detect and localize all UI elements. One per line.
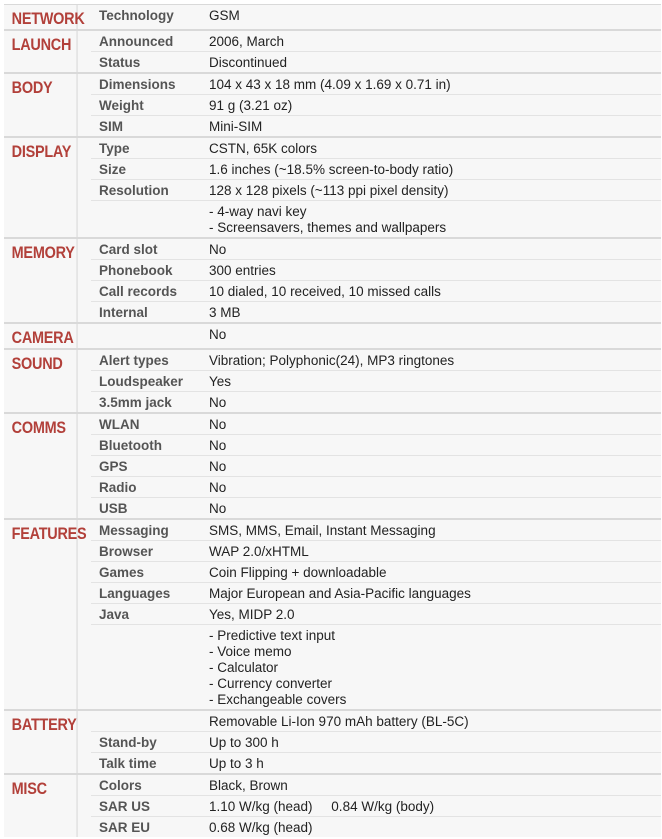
spec-row [91, 324, 661, 344]
spec-value-line: Up to 300 h [209, 735, 279, 750]
spec-label: SAR EU [99, 820, 151, 835]
spec-value [201, 498, 661, 518]
spec-row [91, 391, 661, 412]
spec-value [201, 392, 661, 412]
spec-value-line: 300 entries [209, 263, 276, 278]
section-heading: NETWORK [4, 5, 78, 29]
spec-value-line: Yes [209, 374, 232, 389]
spec-row [91, 752, 661, 773]
spec-label: Messaging [99, 523, 169, 538]
spec-value-line: WAP 2.0/xHTML [209, 544, 309, 559]
spec-label: SIM [99, 119, 124, 134]
spec-value [201, 520, 661, 540]
spec-label: Resolution [99, 183, 169, 198]
spec-label [91, 324, 201, 344]
spec-label: Browser [99, 544, 154, 559]
spec-value-line: 91 g (3.21 oz) [209, 98, 293, 113]
spec-label: USB [99, 501, 128, 516]
spec-label: Alert types [99, 353, 169, 368]
spec-row [91, 731, 661, 752]
spec-label: Languages [99, 586, 171, 601]
spec-label: Loudspeaker [99, 374, 184, 389]
spec-label: Phonebook [99, 263, 173, 278]
spec-row [91, 540, 661, 561]
spec-row [91, 350, 661, 370]
spec-value-line: Up to 3 h [209, 756, 264, 771]
spec-value [201, 541, 661, 561]
spec-value-line: - 4-way navi key [209, 204, 307, 219]
section-heading: MEMORY [4, 239, 78, 322]
spec-section-sound [4, 348, 661, 412]
spec-row [91, 603, 661, 624]
spec-label: Weight [99, 98, 144, 113]
spec-value-line: No [209, 395, 227, 410]
spec-label: Games [99, 565, 145, 580]
spec-value-line: - Voice memo [209, 644, 292, 659]
spec-value-line: Removable Li-Ion 970 mAh battery (BL-5C) [209, 714, 469, 729]
spec-row [91, 31, 661, 51]
spec-section-battery [4, 709, 661, 773]
spec-value-line: SMS, MMS, Email, Instant Messaging [209, 523, 436, 538]
spec-value-line: Mini-SIM [209, 119, 263, 134]
spec-value-line: 104 x 43 x 18 mm (4.09 x 1.69 x 0.71 in) [209, 77, 451, 92]
spec-label: 3.5mm jack [99, 395, 172, 410]
section-heading: SOUND [4, 350, 78, 412]
spec-row [91, 179, 661, 200]
spec-section-network [4, 4, 661, 29]
spec-value-line: No [209, 417, 227, 432]
section-heading: FEATURES [4, 520, 78, 709]
section-heading: MISC [4, 775, 78, 837]
spec-value-line: Coin Flipping + downloadable [209, 565, 387, 580]
spec-label: Status [99, 55, 141, 70]
spec-label: Type [99, 141, 130, 156]
spec-label: WLAN [99, 417, 140, 432]
spec-value-line: 0.68 W/kg (head) [209, 820, 313, 835]
section-heading: LAUNCH [4, 31, 78, 72]
spec-value [201, 95, 661, 115]
spec-value [201, 435, 661, 455]
spec-value [201, 604, 661, 624]
spec-section-misc [4, 773, 661, 837]
spec-label: SAR US [99, 799, 151, 814]
spec-label: Java [99, 607, 130, 622]
spec-label: Radio [99, 480, 137, 495]
spec-value [201, 239, 661, 259]
spec-row [91, 94, 661, 115]
spec-value-line: Black, Brown [209, 778, 288, 793]
spec-row [91, 259, 661, 280]
spec-value [201, 52, 661, 72]
spec-value-line: - Predictive text input [209, 628, 336, 643]
spec-row [91, 775, 661, 795]
spec-row [91, 414, 661, 434]
spec-value-line: 128 x 128 pixels (~113 ppi pixel density) [209, 183, 449, 198]
spec-row [91, 51, 661, 72]
spec-section-camera [4, 322, 661, 348]
spec-value-line: Yes, MIDP 2.0 [209, 607, 295, 622]
spec-value-line: 1.10 W/kg (head) 0.84 W/kg (body) [209, 799, 435, 814]
spec-label: GPS [99, 459, 128, 474]
spec-value-line: No [209, 242, 227, 257]
section-heading: BATTERY [4, 711, 78, 773]
spec-value [201, 31, 661, 51]
spec-row [91, 497, 661, 518]
spec-value [201, 775, 661, 795]
spec-row [91, 200, 661, 237]
spec-row [91, 624, 661, 709]
specs-table [4, 4, 661, 837]
spec-label: Announced [99, 34, 174, 49]
spec-section-display [4, 136, 661, 237]
spec-value-line: 1.6 inches (~18.5% screen-to-body ratio) [209, 162, 454, 177]
spec-value [201, 350, 661, 370]
spec-value [201, 159, 661, 179]
spec-row [91, 561, 661, 582]
spec-row [91, 239, 661, 259]
spec-value-line: 3 MB [209, 305, 241, 320]
spec-value [201, 138, 661, 158]
spec-label: Talk time [99, 756, 157, 771]
spec-value [201, 711, 661, 731]
spec-value [201, 281, 661, 301]
spec-value-line: Discontinued [209, 55, 288, 70]
spec-value-line: No [209, 459, 227, 474]
spec-value-line: GSM [209, 8, 240, 23]
spec-value [201, 562, 661, 582]
spec-value [201, 456, 661, 476]
section-heading: BODY [4, 74, 78, 136]
spec-value-line: CSTN, 65K colors [209, 141, 318, 156]
spec-row [91, 711, 661, 731]
spec-row [91, 301, 661, 322]
spec-row [91, 370, 661, 391]
spec-value-line: No [209, 438, 227, 453]
spec-row [91, 582, 661, 603]
spec-row [91, 138, 661, 158]
spec-value-line: - Currency converter [209, 676, 333, 691]
spec-value [201, 201, 661, 237]
spec-value [201, 324, 661, 344]
spec-section-comms [4, 412, 661, 518]
spec-value-line: 10 dialed, 10 received, 10 missed calls [209, 284, 441, 299]
spec-value [201, 753, 661, 773]
spec-value [201, 302, 661, 322]
spec-section-features [4, 518, 661, 709]
spec-value [201, 732, 661, 752]
spec-value [201, 625, 661, 709]
spec-value-line: No [209, 501, 227, 516]
section-heading: DISPLAY [4, 138, 78, 237]
spec-section-memory [4, 237, 661, 322]
section-heading: CAMERA [4, 324, 78, 348]
spec-row [91, 795, 661, 816]
spec-row [91, 74, 661, 94]
spec-value [201, 5, 661, 25]
spec-label: Bluetooth [99, 438, 162, 453]
spec-value [201, 74, 661, 94]
spec-value [201, 180, 661, 200]
spec-value [201, 583, 661, 603]
spec-value-line: - Screensavers, themes and wallpapers [209, 220, 447, 235]
spec-label [91, 625, 201, 709]
spec-label: Stand-by [99, 735, 157, 750]
spec-value-line: No [209, 327, 227, 342]
spec-value [201, 371, 661, 391]
spec-label: Size [99, 162, 127, 177]
spec-section-launch [4, 29, 661, 72]
spec-label: Dimensions [99, 77, 176, 92]
spec-row [91, 5, 661, 25]
spec-row [91, 158, 661, 179]
spec-label: Internal [99, 305, 148, 320]
spec-section-body [4, 72, 661, 136]
spec-label [91, 711, 201, 731]
spec-value-line: - Calculator [209, 660, 279, 675]
spec-row [91, 520, 661, 540]
spec-value [201, 817, 661, 837]
spec-value [201, 414, 661, 434]
spec-row [91, 816, 661, 837]
spec-value-line: - Exchangeable covers [209, 692, 347, 707]
spec-value-line: 2006, March [209, 34, 285, 49]
spec-row [91, 455, 661, 476]
spec-value-line: Vibration; Polyphonic(24), MP3 ringtones [209, 353, 455, 368]
spec-row [91, 476, 661, 497]
spec-value-line: No [209, 480, 227, 495]
spec-value [201, 796, 661, 816]
spec-value [201, 260, 661, 280]
spec-label: Call records [99, 284, 178, 299]
spec-label [91, 201, 201, 237]
spec-row [91, 115, 661, 136]
spec-value [201, 116, 661, 136]
spec-label: Card slot [99, 242, 158, 257]
spec-row [91, 434, 661, 455]
spec-label: Technology [99, 8, 174, 23]
spec-value-line: Major European and Asia-Pacific languages [209, 586, 471, 601]
spec-label: Colors [99, 778, 142, 793]
section-heading: COMMS [4, 414, 78, 518]
spec-row [91, 280, 661, 301]
spec-value [201, 477, 661, 497]
